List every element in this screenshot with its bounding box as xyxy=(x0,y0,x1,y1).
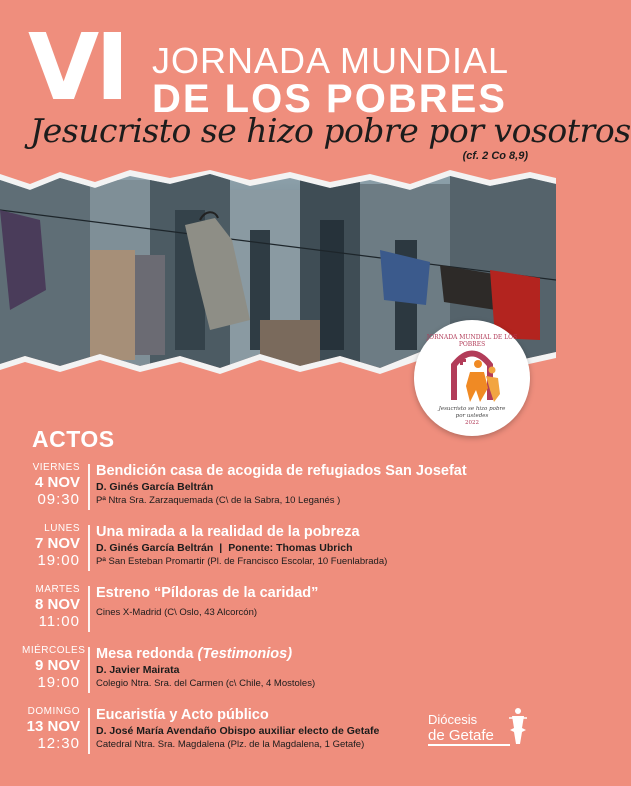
logo-motto: Jesucristo se hizo pobre por ustedes xyxy=(438,406,506,419)
diocese-logo xyxy=(428,712,528,744)
event-location: Catedral Ntra. Sra. Magdalena (Plz. de la Magdalena, 1 Getafe) xyxy=(96,739,365,750)
event-time: 09:30 xyxy=(37,491,80,508)
event-presider: D. Javier Mairata xyxy=(96,664,180,676)
event-date xyxy=(22,706,80,753)
event-weekday: MIÉRCOLES xyxy=(22,645,86,656)
separator-bar: | xyxy=(219,542,223,554)
event-location: Pª Ntra Sra. Zarzaquemada (C\ de la Sabra, 10 Leganés ) xyxy=(96,495,341,506)
event-divider xyxy=(88,647,90,693)
event-time: 11:00 xyxy=(38,613,80,630)
section-title: ACTOS xyxy=(32,426,115,452)
diocese-rule xyxy=(428,744,510,746)
event-date xyxy=(22,584,80,631)
motto: Jesucristo se hizo pobre por vosotros xyxy=(30,111,631,150)
logo-top-text: JORNADA MUNDIAL DE LOS POBRES xyxy=(426,334,518,348)
event-day-month: 13 NOV xyxy=(26,718,80,735)
event-title xyxy=(96,645,542,663)
event-info xyxy=(96,523,542,568)
event-title: Eucaristía y Acto público xyxy=(96,707,269,723)
event-day-month: 9 NOV xyxy=(34,657,80,674)
event-location: Cines X-Madrid (C\ Oslo, 43 Alcorcón) xyxy=(96,607,258,618)
event-divider xyxy=(88,464,90,510)
logo-year: 2022 xyxy=(465,420,479,426)
event-title-main: Mesa redonda xyxy=(96,646,194,662)
event-weekday: LUNES xyxy=(44,523,80,534)
diocese-line-2: de Getafe xyxy=(428,727,494,744)
event-date xyxy=(22,462,80,509)
event-presider: D. Ginés García Beltrán xyxy=(96,481,214,493)
event-day-month: 4 NOV xyxy=(34,474,80,491)
event-day-month: 8 NOV xyxy=(34,596,80,613)
event-date xyxy=(22,523,80,570)
event-title-italic: (Testimonios) xyxy=(197,646,293,662)
event-time: 19:00 xyxy=(37,552,80,569)
event-info xyxy=(96,645,542,690)
event-location: Colegio Ntra. Sra. del Carmen (c\ Chile, 4 Mostoles) xyxy=(96,678,316,689)
event-weekday: MARTES xyxy=(35,584,80,595)
event-title: Estreno “Píldoras de la caridad” xyxy=(96,585,319,601)
event-presider-name: D. Ginés García Beltrán xyxy=(96,542,214,554)
event-presider xyxy=(96,541,542,555)
statue-icon xyxy=(508,706,528,746)
bible-citation: (cf. 2 Co 8,9) xyxy=(462,150,528,162)
event-title: Bendición casa de acogida de refugiados San Josefat xyxy=(96,463,467,479)
edition-numeral: VI xyxy=(28,14,126,121)
diocese-line-1: Diócesis xyxy=(428,712,478,727)
event-location: Pª San Esteban Promartir (Pl. de Francisco Escolar, 10 Fuenlabrada) xyxy=(96,556,388,567)
jornada-logo xyxy=(414,320,530,436)
event-day-month: 7 NOV xyxy=(34,535,80,552)
event-divider xyxy=(88,586,90,632)
event-speaker: Ponente: Thomas Ubrich xyxy=(228,542,353,554)
event-title: Una mirada a la realidad de la pobreza xyxy=(96,524,360,540)
event-time: 19:00 xyxy=(37,674,80,691)
event-info xyxy=(96,584,542,619)
title-line-1: JORNADA MUNDIAL xyxy=(152,40,510,81)
event-weekday: VIERNES xyxy=(32,462,80,473)
title-line-2: DE LOS POBRES xyxy=(152,77,507,121)
event-date xyxy=(22,645,86,692)
event-info xyxy=(96,462,542,507)
event-divider xyxy=(88,525,90,571)
event-weekday: DOMINGO xyxy=(27,706,80,717)
event-time: 12:30 xyxy=(37,735,80,752)
event-divider xyxy=(88,708,90,754)
event-presider: D. José María Avendaño Obispo auxiliar electo de Getafe xyxy=(96,725,380,737)
